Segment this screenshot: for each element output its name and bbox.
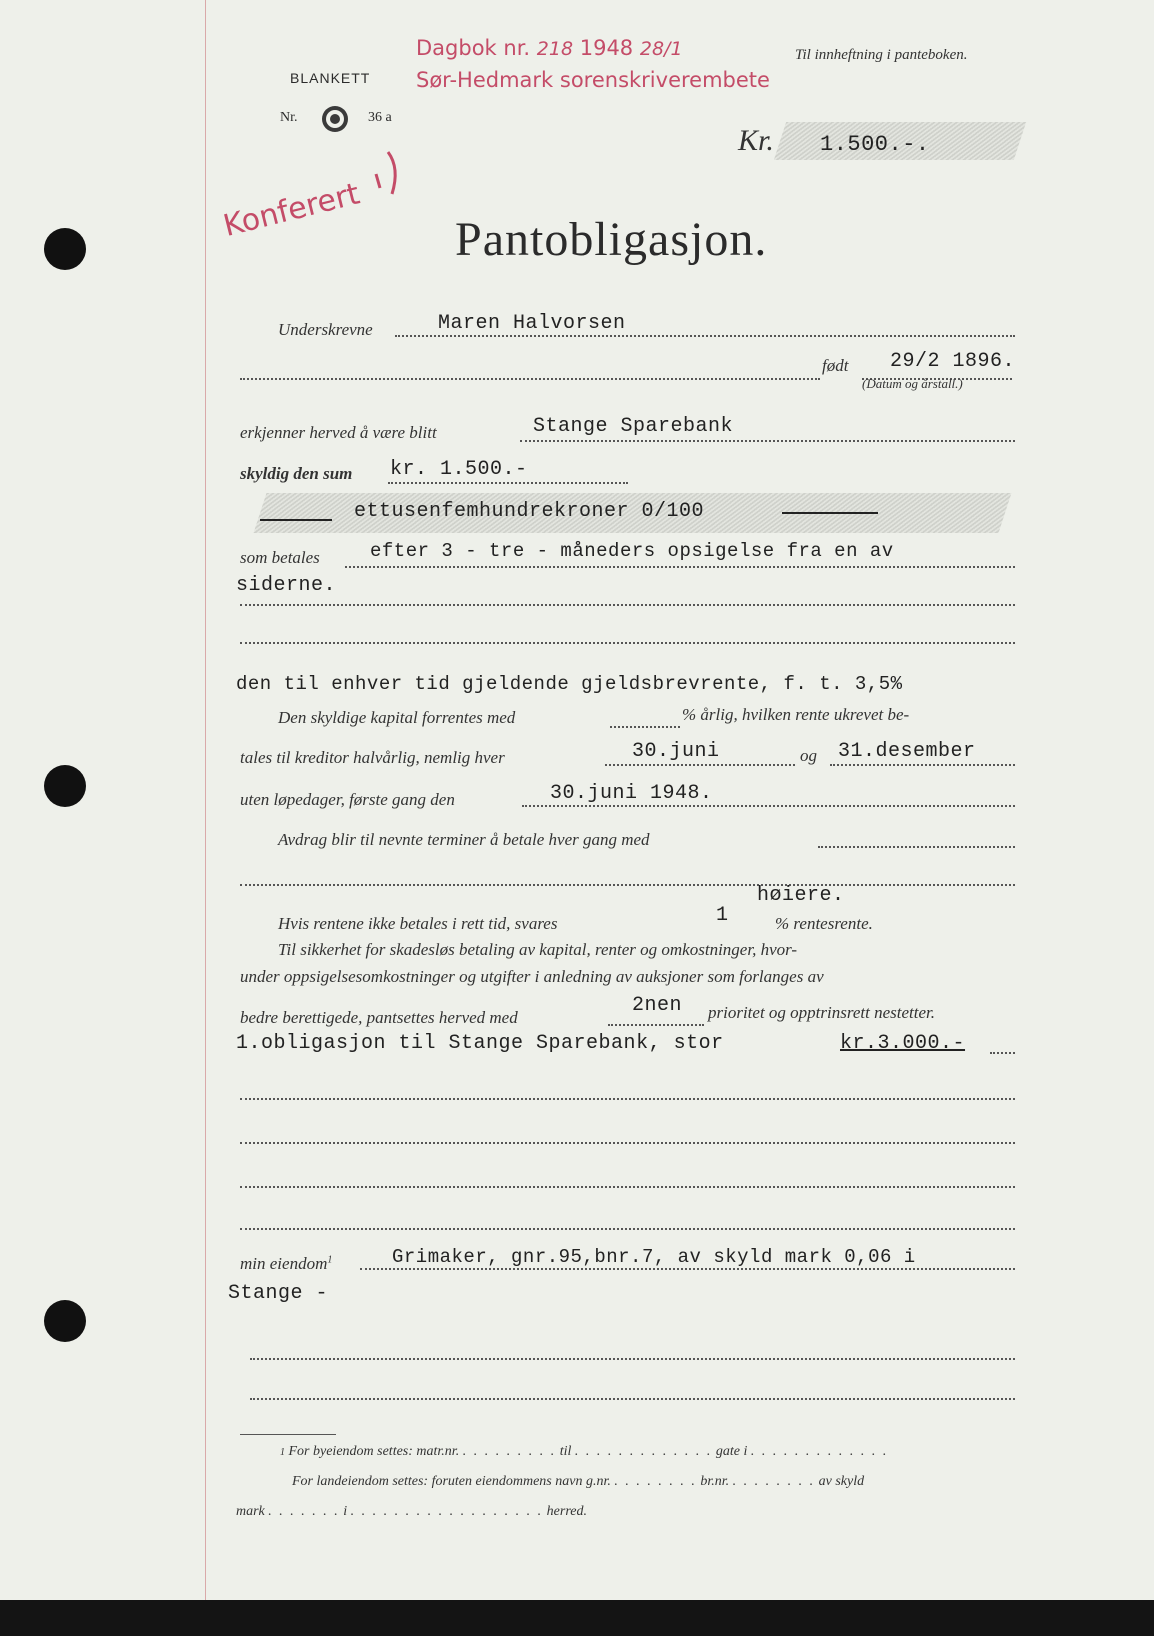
paid-terms-line2: siderne. (236, 574, 337, 597)
dotted-line (608, 1024, 704, 1026)
ledger-note: Til innheftning i panteboken. (795, 47, 968, 63)
acknowledge-label: erkjenner herved å være blitt (240, 423, 437, 442)
konferert-stamp: Konferert (220, 176, 364, 244)
prior-obligation-amount: kr.3.000.- (840, 1032, 966, 1055)
interest-text-b: % årlig, hvilken rente ukrevet be- (682, 705, 910, 724)
dagbok-year: 1948 (579, 36, 634, 60)
property-value: Grimaker, gnr.95,bnr.7, av skyld mark 0,06 i (392, 1246, 916, 1268)
property-municipality: Stange - (228, 1282, 329, 1305)
kr-value: 1.500.-. (820, 132, 930, 157)
first-date-label: uten løpedager, første gang den (240, 790, 455, 809)
footnote-2c: av skyld (818, 1474, 865, 1489)
footnote-2a: For landeiendom settes: foruten eiendommens navn g.nr. (292, 1474, 611, 1489)
security-text-2: under oppsigelsesomkostninger og utgifter i anledning av auksjoner som forlanges av (240, 967, 824, 986)
nr-label: Nr. (280, 110, 298, 125)
dagbok-prefix: Dagbok nr. (416, 36, 531, 60)
dotted-line (240, 1228, 1015, 1230)
paid-terms-line1: efter 3 - tre - måneders opsigelse fra en av (370, 540, 894, 562)
nr-value: 36 a (368, 110, 392, 125)
dotted-line (240, 642, 1015, 644)
dotted-line (240, 1142, 1015, 1144)
footnote-rule (240, 1434, 336, 1435)
interest-text-a: Den skyldige kapital forrentes med (278, 708, 516, 727)
higher-note: høiere. (757, 884, 845, 907)
security-text-1: Til sikkerhet for skadesløs betaling av kapital, renter og omkostninger, hvor- (278, 940, 798, 959)
footnote-line1: 1 For byeiendom settes: matr.nr. . . . . . . . . . til . . . . . . . . . . . . . gate i . . . . . . . . . . . . . (280, 1444, 889, 1459)
dotted-line (240, 1186, 1015, 1188)
sum-value: kr. 1.500.- (390, 458, 528, 481)
dotted-line (605, 764, 795, 766)
footnote-1b: til (559, 1444, 572, 1459)
dagbok-stamp (416, 36, 683, 60)
footnote-3a: mark (236, 1504, 265, 1519)
and-label: og (800, 746, 817, 765)
halfyear-label: tales til kreditor halvårlig, nemlig hver (240, 748, 505, 767)
dagbok-number: 218 (536, 38, 574, 60)
dotted-line (240, 1098, 1015, 1100)
born-hint: (Datum og årstall.) (862, 376, 963, 391)
seal-icon (320, 104, 350, 134)
footnote-1a: For byeiendom settes: matr.nr. (288, 1444, 460, 1459)
paid-label: som betales (240, 548, 320, 567)
dotted-line (388, 482, 628, 484)
first-date-value: 30.juni 1948. (550, 782, 713, 805)
kr-label: Kr. (738, 124, 774, 157)
amount-dash (782, 512, 878, 514)
dotted-line (522, 805, 1015, 807)
punch-hole (44, 1300, 86, 1342)
late-interest-label: Hvis rentene ikke betales i rett tid, svares (278, 914, 558, 933)
office-stamp: Sør-Hedmark sorenskriverembete (416, 68, 770, 92)
footnote-line2: For landeiendom settes: foruten eiendommens navn g.nr. . . . . . . . . br.nr. . . . . . . . . av skyld (292, 1474, 865, 1489)
dotted-line (240, 604, 1015, 606)
amount-dash (260, 519, 332, 521)
undersigned-value: Maren Halvorsen (438, 312, 626, 335)
blankett-label: BLANKETT (290, 70, 371, 86)
born-value: 29/2 1896. (890, 350, 1016, 373)
priority-suffix: prioritet og opptrinsrett nestetter. (708, 1003, 935, 1022)
creditor-name: Stange Sparebank (533, 415, 734, 438)
dotted-line (395, 335, 1015, 337)
term-date-one: 30.juni (632, 740, 720, 763)
konferert-mark-icon (370, 148, 420, 198)
priority-value: 2nen (632, 994, 683, 1017)
prior-obligation: 1.obligasjon til Stange Sparebank, stor (236, 1032, 724, 1055)
dagbok-date: 28/1 (639, 38, 683, 60)
interest-rate-line: den til enhver tid gjeldende gjeldsbrevrente, f. t. 3,5% (236, 673, 903, 695)
footnote-1c: gate i (715, 1444, 748, 1459)
priority-label: bedre berettigede, pantsettes herved med (240, 1008, 518, 1027)
dotted-line (990, 1052, 1015, 1054)
dotted-line (250, 1398, 1015, 1400)
property-label-text: min eiendom (240, 1254, 328, 1273)
footnote-3c: herred. (546, 1504, 587, 1519)
late-interest-value: 1 (716, 904, 729, 927)
punch-hole (44, 765, 86, 807)
footnote-3b: i (343, 1504, 348, 1519)
document-title: Pantobligasjon. (455, 213, 768, 266)
property-label (240, 1254, 332, 1274)
dotted-line (610, 726, 680, 728)
amount-in-words: ettusenfemhundrekroner 0/100 (354, 500, 705, 523)
dotted-line (250, 1358, 1015, 1360)
term-date-two: 31.desember (838, 740, 976, 763)
dotted-line (818, 846, 1015, 848)
dotted-line (520, 440, 1015, 442)
footnote-2b: br.nr. (700, 1474, 730, 1489)
installment-label: Avdrag blir til nevnte terminer å betale hver gang med (278, 830, 650, 849)
form-number (280, 110, 298, 126)
footnote-line3: mark . . . . . . . i . . . . . . . . . . . . . . . . . . herred. (236, 1504, 587, 1519)
sum-label: skyldig den sum (240, 464, 353, 483)
born-label: født (822, 356, 849, 375)
margin-rule (205, 0, 206, 1600)
late-interest-suffix: % rentesrente. (775, 914, 873, 933)
dotted-line (240, 378, 820, 380)
dotted-line (360, 1268, 1015, 1270)
undersigned-label: Underskrevne (278, 320, 373, 339)
dotted-line (345, 566, 1015, 568)
dotted-line (240, 884, 1015, 886)
dotted-line (830, 764, 1015, 766)
property-footnote-mark: 1 (327, 1254, 333, 1266)
punch-hole (44, 228, 86, 270)
